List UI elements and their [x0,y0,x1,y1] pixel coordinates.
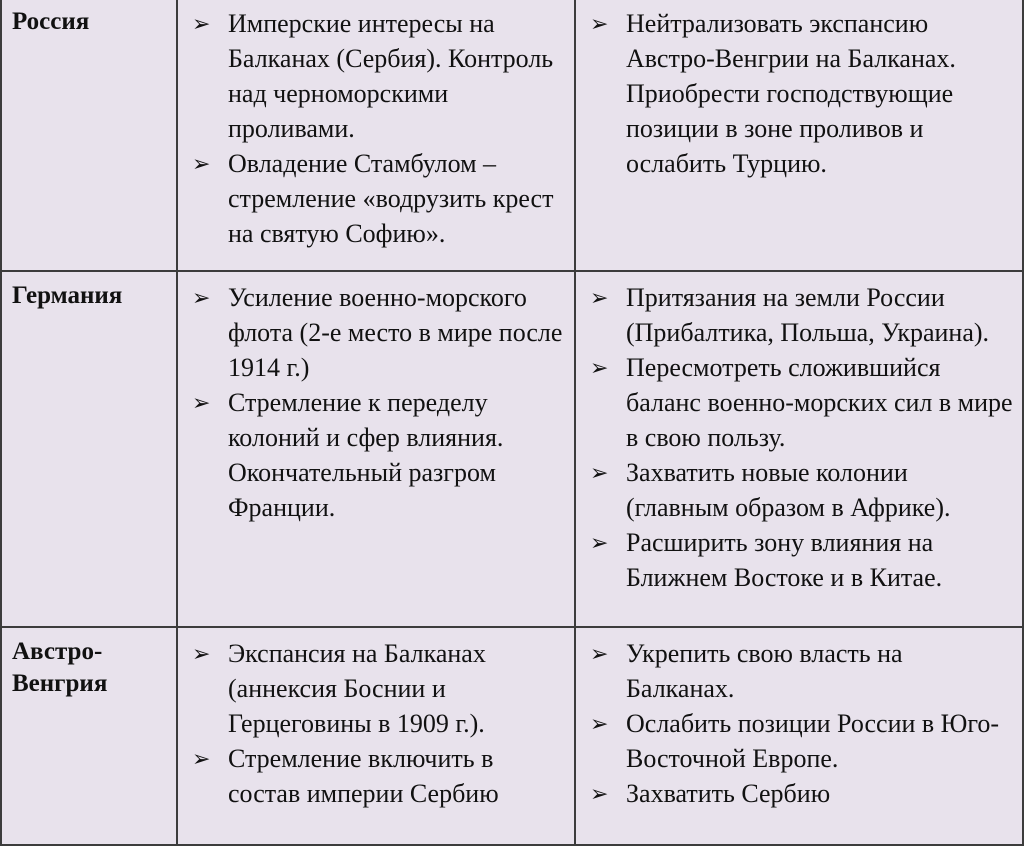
arrow-bullet-icon: ➢ [192,151,211,176]
list-item: ➢ Пересмотреть сложившийся баланс военно-морских сил в мире в свою пользу. [586,350,1016,455]
arrow-bullet-icon: ➢ [590,530,609,555]
arrow-bullet-icon: ➢ [590,355,609,380]
arrow-bullet-icon: ➢ [590,641,609,666]
interests-cell [177,271,575,627]
list-item: ➢ Овладение Стамбулом – стремление «водрузить крест на святую Софию». [188,146,568,251]
goals-cell [575,627,1023,845]
country-cell [1,271,177,627]
arrow-bullet-icon: ➢ [192,11,211,36]
list-item: ➢ Укрепить свою власть на Балканах. [586,636,1016,706]
goals-cell [575,0,1023,271]
list-item: ➢ Захватить новые колонии (главным образом в Африке). [586,455,1016,525]
goals-cell [575,271,1023,627]
arrow-bullet-icon: ➢ [192,746,211,771]
list-item: ➢ Нейтрализовать экспансию Австро-Венгрии на Балканах. Приобрести господствующие позиции в зоне проливов и ослабить Турцию. [586,6,1016,181]
table-row [1,627,1023,845]
list-item: ➢ Имперские интересы на Балканах (Сербия). Контроль над черноморскими проливами. [188,6,568,146]
country-name: Германия [12,282,123,309]
arrow-bullet-icon: ➢ [590,285,609,310]
list-item: ➢ Ослабить позиции России в Юго-Восточной Европе. [586,706,1016,776]
interests-cell [177,627,575,845]
arrow-bullet-icon: ➢ [192,285,211,310]
list-item: ➢ Притязания на земли России (Прибалтика, Польша, Украина). [586,280,1016,350]
list-item: ➢ Усиление военно-морского флота (2-е место в мире после 1914 г.) [188,280,568,385]
country-cell [1,627,177,845]
list-item: ➢ Расширить зону влияния на Ближнем Востоке и в Китае. [586,525,1016,595]
arrow-bullet-icon: ➢ [192,390,211,415]
interests-cell [177,0,575,271]
arrow-bullet-icon: ➢ [590,711,609,736]
country-name: Россия [12,8,90,35]
table-row [1,271,1023,627]
country-cell [1,0,177,271]
list-item: ➢ Стремление включить в состав империи Сербию [188,741,568,811]
country-name: Австро-Венгрия [12,638,108,697]
list-item: ➢ Стремление к переделу колоний и сфер влияния. Окончательный разгром Франции. [188,385,568,525]
arrow-bullet-icon: ➢ [590,460,609,485]
arrow-bullet-icon: ➢ [590,11,609,36]
table-row [1,0,1023,271]
list-item: ➢ Захватить Сербию [586,776,1016,811]
arrow-bullet-icon: ➢ [192,641,211,666]
list-item: ➢ Экспансия на Балканах (аннексия Боснии и Герцеговины в 1909 г.). [188,636,568,741]
arrow-bullet-icon: ➢ [590,781,609,806]
